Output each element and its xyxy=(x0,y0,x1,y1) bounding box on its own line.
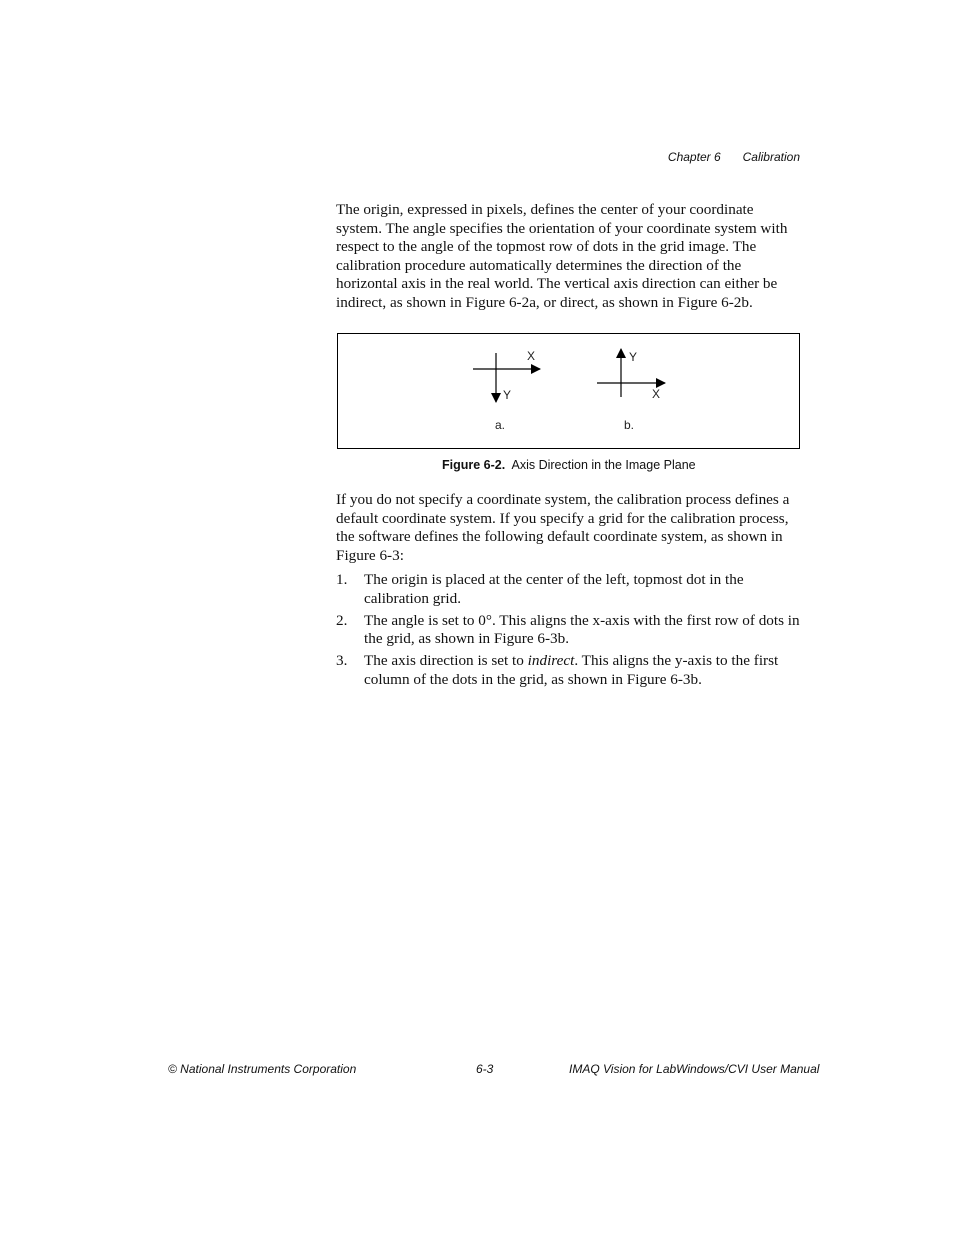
figure-caption-number: Figure 6-2. xyxy=(442,458,506,472)
list-item-text xyxy=(364,652,800,689)
paragraph-default-system: If you do not specify a coordinate system, the calibration process defines a default coordinate system. If you specify a grid for the calibration process, the software defines the following default coordinate system, as shown in Figure 6-3: xyxy=(336,491,790,564)
list-item-number: 1. xyxy=(336,571,348,588)
footer-manual-title: IMAQ Vision for LabWindows/CVI User Manual xyxy=(569,1062,820,1076)
axis-diagram-b xyxy=(597,349,665,432)
axis-diagram xyxy=(338,334,799,448)
footer-copyright: © National Instruments Corporation xyxy=(168,1062,357,1076)
list-item-number: 3. xyxy=(336,652,348,670)
footer-page-number: 6-3 xyxy=(476,1062,494,1076)
axis-b-caption: b. xyxy=(624,418,635,432)
axis-a-y-label: Y xyxy=(503,388,512,402)
figure-caption-text: Axis Direction in the Image Plane xyxy=(511,458,696,472)
paragraph-intro: The origin, expressed in pixels, defines the center of your coordinate system. The angle specifies the orientation of your coordinate system with respect to the angle of the topmost row of dots in the grid image. The calibration procedure automatically determines the direction of the horizontal axis in the real world. The vertical axis direction can either be indirect, as shown in Figure 6-2a, or direct, as shown in Figure 6-2b. xyxy=(336,201,788,311)
list-item xyxy=(336,612,800,649)
list-item xyxy=(336,571,800,608)
list-item-text-after: . This aligns the y-axis to the first column of the dots in the grid, as shown in Figure 6-3b. xyxy=(364,652,779,688)
list-item-text: The origin is placed at the center of the left, topmost dot in the calibration grid. xyxy=(364,571,744,607)
list-item xyxy=(336,652,800,689)
figure-caption xyxy=(442,458,696,472)
axis-a-x-label: X xyxy=(527,349,536,363)
header-section: Calibration xyxy=(742,150,800,164)
list-item-text-before: The axis direction is set to xyxy=(364,652,528,670)
list-item-text: The angle is set to 0°. This aligns the x-axis with the first row of dots in the grid, as shown in Figure 6-3b. xyxy=(364,611,800,648)
axis-b-y-label: Y xyxy=(629,350,638,364)
axis-diagram-a xyxy=(473,349,540,432)
list-item-number: 2. xyxy=(336,611,348,629)
list-item-emphasis: indirect xyxy=(527,652,575,670)
axis-a-caption: a. xyxy=(495,418,506,432)
page-header xyxy=(668,150,800,164)
figure-axis-direction xyxy=(337,333,800,449)
header-chapter: Chapter 6 xyxy=(667,150,721,164)
numbered-list xyxy=(336,571,800,693)
axis-b-x-label: X xyxy=(652,387,661,401)
